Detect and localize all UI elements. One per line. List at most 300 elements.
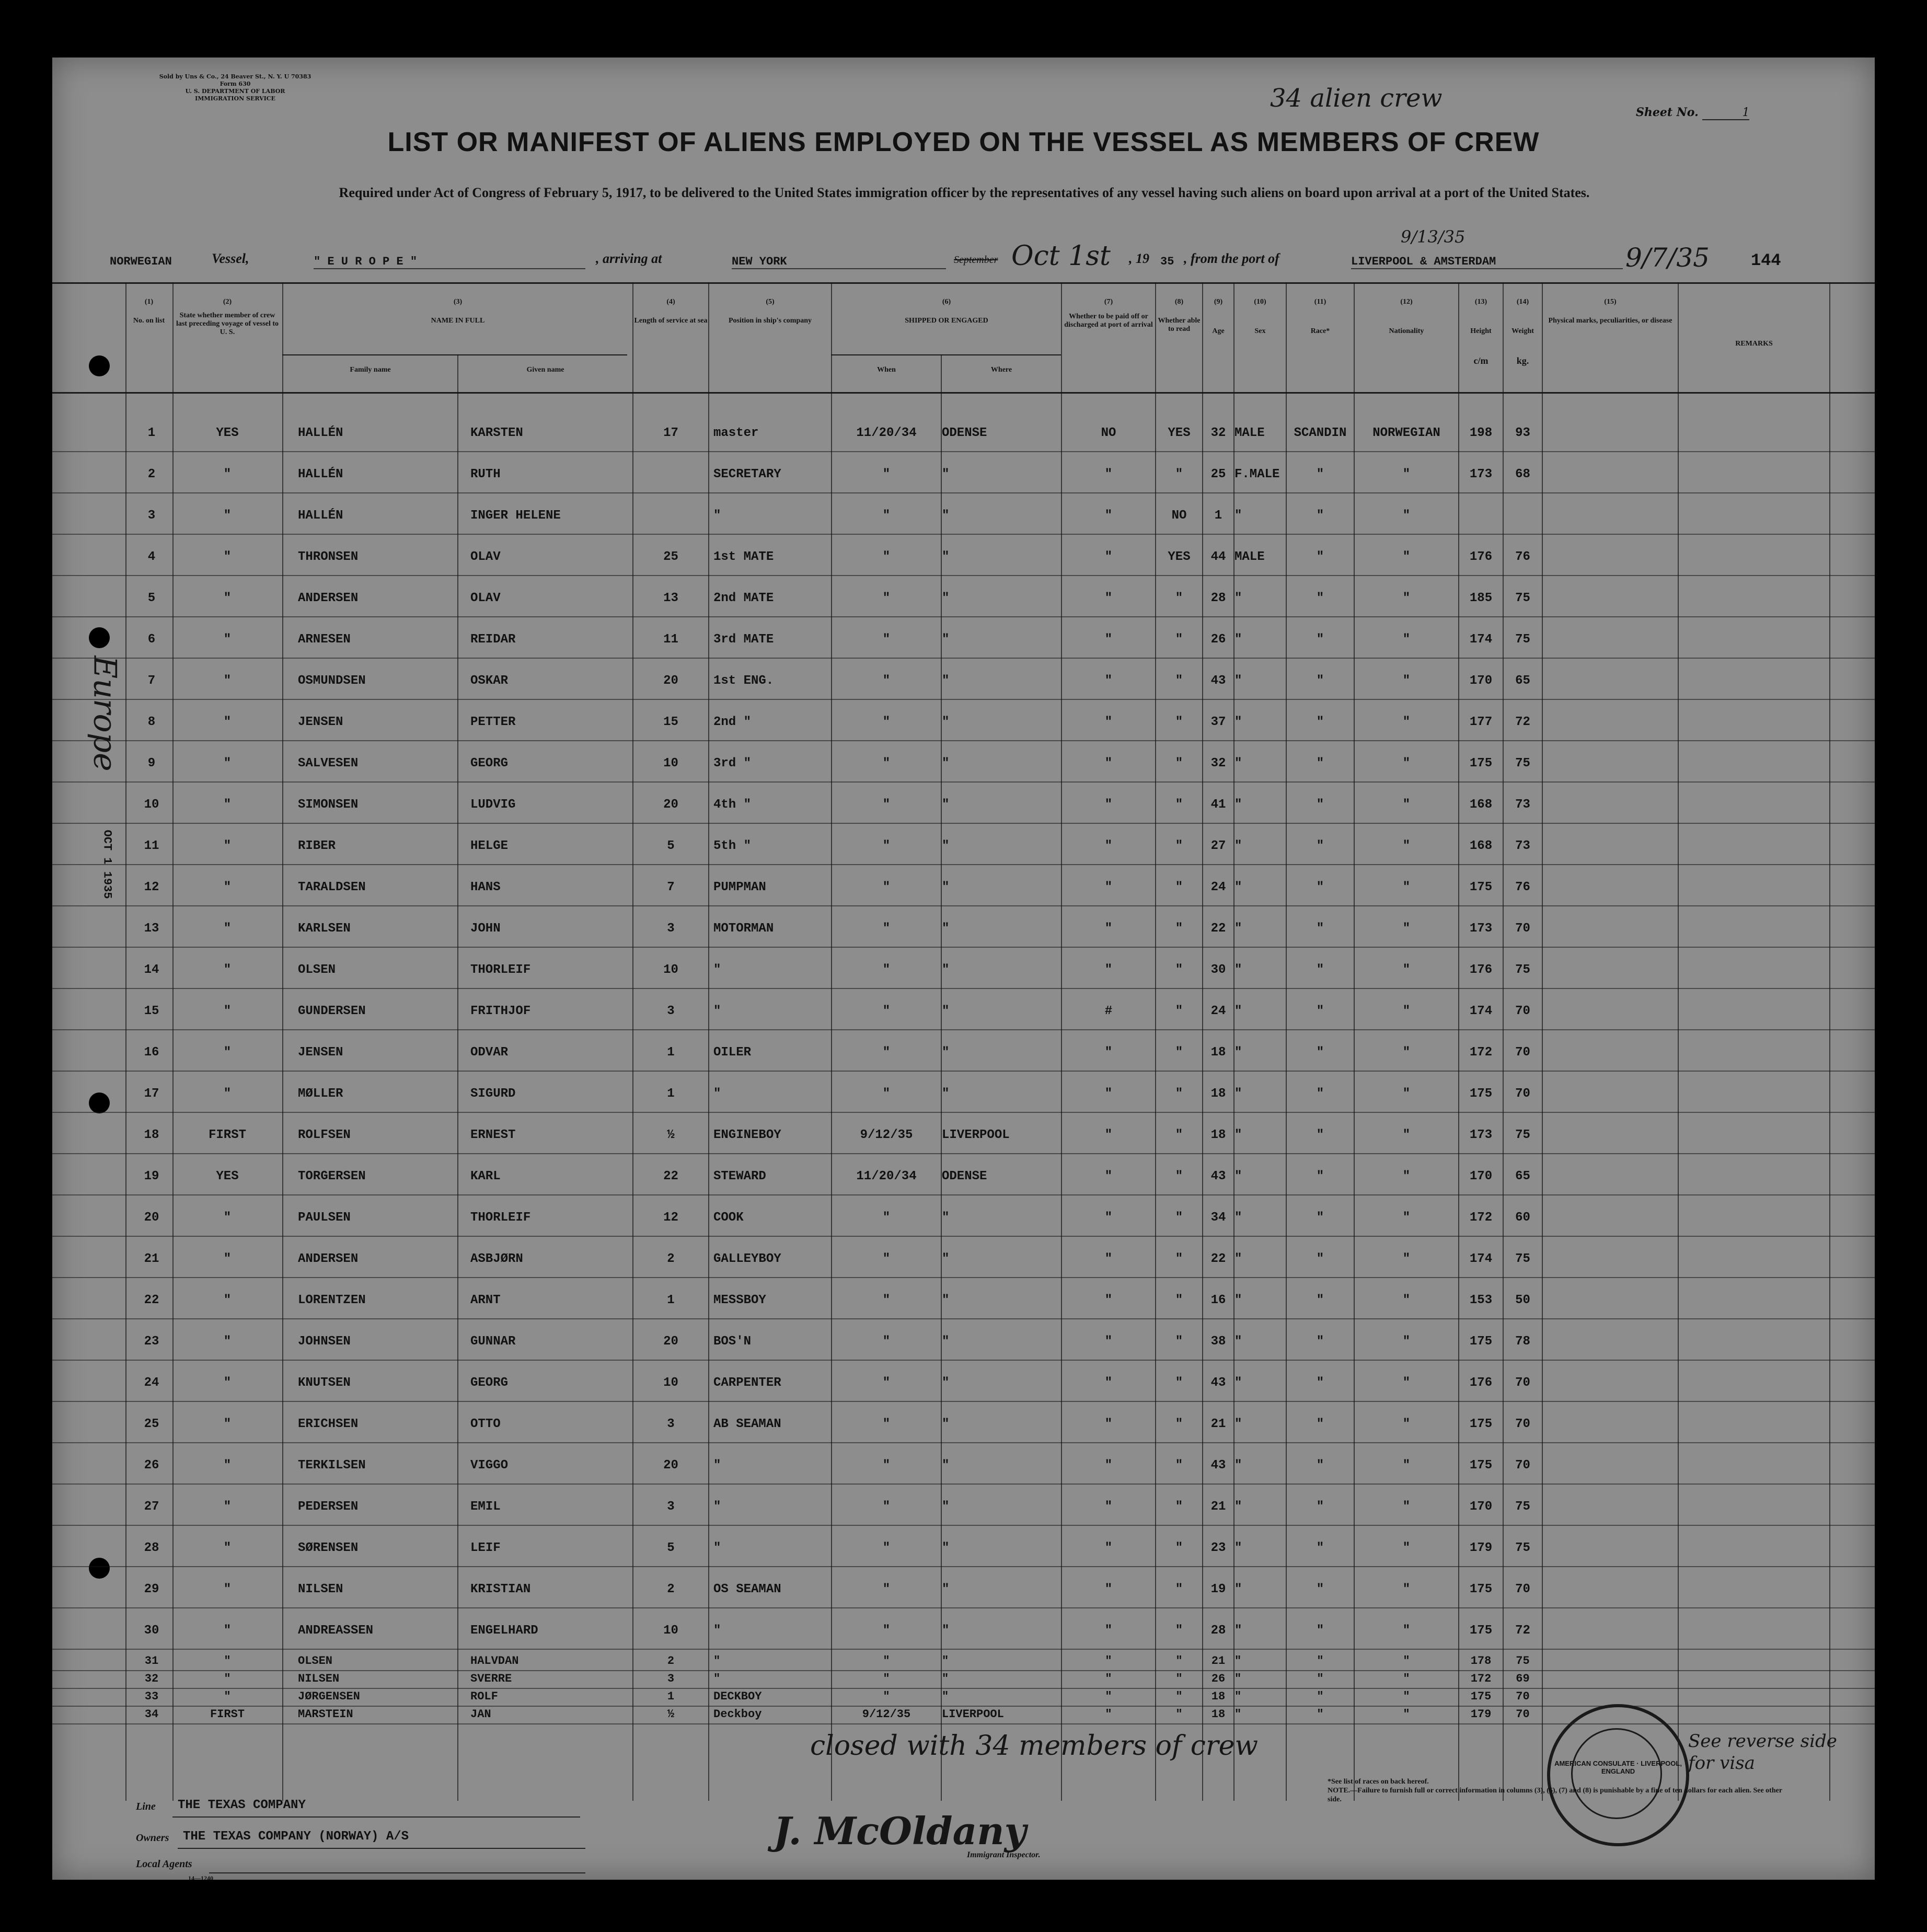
cell-where: LIVERPOOL	[942, 1708, 1004, 1721]
cell-pos: PUMPMAN	[713, 880, 766, 894]
cell-paid: "	[1104, 509, 1113, 523]
cell-w: 76	[1515, 880, 1530, 894]
cell-pos: "	[713, 1654, 721, 1668]
cell-sex: "	[1234, 591, 1242, 605]
cell-given: ROLF	[470, 1690, 498, 1703]
cell-h: 175	[1469, 756, 1493, 770]
cell-sex: F.MALE	[1234, 467, 1280, 481]
cell-svc: 20	[663, 798, 678, 812]
cell-read: "	[1175, 467, 1183, 481]
row-rule	[52, 1112, 1875, 1113]
column-header-name	[283, 298, 632, 325]
cell-race: "	[1316, 1500, 1324, 1514]
cell-read: "	[1175, 1169, 1183, 1183]
cell-race: "	[1317, 1672, 1324, 1685]
cell-prev: "	[223, 467, 232, 481]
cell-pos: "	[713, 963, 721, 977]
cell-h: 176	[1469, 963, 1493, 977]
cell-w: 70	[1515, 1087, 1530, 1101]
table-row	[52, 1004, 1875, 1045]
cell-h: 174	[1469, 1004, 1493, 1018]
cell-h: 172	[1469, 1211, 1493, 1225]
row-rule	[52, 740, 1875, 741]
cell-age: 43	[1210, 1376, 1226, 1390]
cell-age: 25	[1210, 467, 1226, 481]
column-header-position	[709, 298, 831, 325]
cell-prev: "	[223, 839, 232, 853]
row-rule	[52, 1525, 1875, 1526]
table-row	[52, 756, 1875, 798]
cell-when: "	[882, 1500, 891, 1514]
cell-family: OLSEN	[298, 1654, 333, 1668]
cell-nat: "	[1402, 674, 1411, 688]
cell-paid: "	[1104, 1500, 1113, 1514]
cell-prev: "	[223, 1458, 232, 1473]
cell-paid: "	[1104, 1335, 1113, 1349]
cell-age: 32	[1210, 756, 1226, 770]
cell-nat: "	[1402, 1417, 1411, 1431]
cell-family: ROLFSEN	[298, 1128, 351, 1142]
column-header-family-name: Family name	[350, 366, 391, 374]
cell-svc: 3	[667, 1417, 675, 1431]
cell-pos: STEWARD	[713, 1169, 766, 1183]
cell-race: "	[1316, 1087, 1324, 1101]
row-rule	[52, 823, 1875, 824]
cell-w: 70	[1515, 1376, 1530, 1390]
cell-age: 21	[1210, 1500, 1226, 1514]
cell-no: 17	[144, 1087, 159, 1101]
cell-read: YES	[1168, 550, 1191, 564]
cell-prev: "	[223, 674, 232, 688]
cell-nat: "	[1402, 798, 1411, 812]
line-label: Line	[136, 1801, 156, 1812]
cell-w: 75	[1515, 1252, 1530, 1266]
cell-w: 68	[1515, 467, 1530, 481]
column-unit: c/m	[1473, 355, 1488, 366]
cell-h: 172	[1469, 1045, 1493, 1060]
cell-where: "	[942, 839, 950, 853]
cell-pos: "	[713, 1500, 721, 1514]
cell-when: "	[882, 550, 891, 564]
cell-no: 15	[144, 1004, 159, 1018]
cell-family: ANDERSEN	[298, 591, 359, 605]
cell-svc: 1	[667, 1045, 675, 1060]
cell-given: ENGELHARD	[470, 1624, 538, 1638]
cell-race: "	[1316, 550, 1324, 564]
cell-no: 4	[147, 550, 156, 564]
cell-no: 13	[144, 922, 159, 936]
cell-where: "	[942, 1500, 950, 1514]
table-top-rule	[52, 282, 1875, 284]
row-rule	[52, 988, 1875, 989]
cell-where: "	[942, 1004, 950, 1018]
cell-race: "	[1316, 922, 1324, 936]
page-title: LIST OR MANIFEST OF ALIENS EMPLOYED ON THE VESSEL AS MEMBERS OF CREW	[387, 127, 1540, 157]
cell-pos: 4th "	[713, 798, 752, 812]
column-header-no	[125, 298, 172, 325]
cell-given: JAN	[470, 1708, 491, 1721]
cell-where: "	[942, 1582, 950, 1596]
cell-pos: ENGINEBOY	[713, 1128, 781, 1142]
cell-age: 30	[1210, 963, 1226, 977]
cell-pos: "	[713, 1624, 721, 1638]
cell-family: KARLSEN	[298, 922, 351, 936]
column-number: (7)	[1104, 298, 1113, 306]
sheet-number-value: 1	[1702, 106, 1749, 120]
cell-where: "	[942, 674, 950, 688]
table-row	[52, 1045, 1875, 1087]
cell-race: "	[1316, 1624, 1324, 1638]
cell-h: 170	[1469, 1169, 1493, 1183]
cell-prev: "	[223, 632, 232, 647]
cell-no: 31	[144, 1654, 159, 1668]
cell-age: 24	[1210, 880, 1226, 894]
cell-family: PEDERSEN	[298, 1500, 359, 1514]
cell-given: LUDVIG	[470, 798, 516, 812]
cell-given: HELGE	[470, 839, 509, 853]
table-row	[52, 1128, 1875, 1169]
column-unit: kg.	[1516, 355, 1529, 366]
cell-when: "	[882, 1582, 891, 1596]
cell-when: "	[882, 715, 891, 729]
cell-prev: "	[224, 1690, 231, 1703]
cell-no: 8	[147, 715, 156, 729]
cell-when: "	[882, 1417, 891, 1431]
table-row	[52, 880, 1875, 922]
cell-read: "	[1175, 756, 1183, 770]
cell-pos: "	[713, 1458, 721, 1473]
row-rule	[52, 781, 1875, 783]
cell-w: 60	[1515, 1211, 1530, 1225]
cell-h: 178	[1470, 1654, 1492, 1668]
cell-read: "	[1175, 1690, 1183, 1703]
vessel-name: " E U R O P E "	[314, 255, 585, 269]
cell-no: 6	[147, 632, 156, 647]
cell-when: "	[882, 1376, 891, 1390]
cell-no: 32	[144, 1672, 159, 1685]
cell-when: 9/12/35	[860, 1128, 913, 1142]
cell-race: "	[1316, 1045, 1324, 1060]
cell-h: 174	[1469, 1252, 1493, 1266]
table-row	[52, 632, 1875, 674]
footer-notes	[1328, 1777, 1787, 1804]
vessel-flag: NORWEGIAN	[110, 255, 172, 268]
cell-no: 2	[147, 467, 156, 481]
inspector-caption: Immigrant Inspector.	[967, 1850, 1041, 1859]
cell-svc: 10	[663, 1376, 678, 1390]
cell-pos: MOTORMAN	[713, 922, 774, 936]
cell-when: "	[882, 509, 891, 523]
handwritten-date: 9/7/35	[1625, 243, 1710, 273]
cell-pos: "	[713, 1087, 721, 1101]
cell-prev: "	[223, 798, 232, 812]
column-header-service	[633, 298, 708, 325]
cell-family: PAULSEN	[298, 1211, 351, 1225]
cell-nat: "	[1402, 1376, 1411, 1390]
name-subheader-rule	[282, 354, 627, 355]
cell-when: 9/12/35	[862, 1708, 911, 1721]
cell-family: LORENTZEN	[298, 1293, 366, 1307]
cell-prev: "	[223, 1293, 232, 1307]
cell-when: "	[882, 1004, 891, 1018]
cell-h: 175	[1470, 1690, 1492, 1703]
cell-age: 43	[1210, 1169, 1226, 1183]
cell-no: 30	[144, 1624, 159, 1638]
cell-where: "	[942, 1335, 950, 1349]
cell-pos: MESSBOY	[713, 1293, 766, 1307]
cell-sex: "	[1234, 1690, 1242, 1703]
cell-where: "	[942, 1045, 950, 1060]
arriving-label: , arriving at	[596, 251, 662, 266]
handwritten-date: 9/13/35	[1401, 227, 1466, 247]
cell-svc: 10	[663, 963, 678, 977]
cell-read: "	[1175, 1211, 1183, 1225]
cell-race: "	[1316, 509, 1324, 523]
row-rule	[52, 1607, 1875, 1608]
cell-family: HALLÉN	[298, 509, 343, 523]
cell-no: 27	[144, 1500, 159, 1514]
cell-read: "	[1175, 1708, 1183, 1721]
line-underline	[172, 1816, 580, 1818]
row-rule	[52, 451, 1875, 452]
vessel-label: Vessel,	[212, 251, 249, 266]
cell-w: 76	[1515, 550, 1530, 564]
cell-race: "	[1317, 1708, 1324, 1721]
cell-where: "	[942, 509, 950, 523]
cell-prev: "	[224, 1672, 231, 1685]
cell-age: 28	[1210, 591, 1226, 605]
cell-nat: "	[1402, 1169, 1411, 1183]
cell-no: 7	[147, 674, 156, 688]
cell-svc: 11	[663, 632, 678, 647]
cell-when: "	[882, 798, 891, 812]
cell-when: "	[882, 1458, 891, 1473]
cell-when: "	[882, 632, 891, 647]
cell-prev: "	[223, 1004, 232, 1018]
cell-read: "	[1175, 591, 1183, 605]
row-rule	[52, 575, 1875, 576]
cell-when: "	[882, 674, 891, 688]
cell-w: 75	[1515, 1500, 1530, 1514]
cell-race: "	[1316, 963, 1324, 977]
column-number: (5)	[766, 298, 775, 306]
cell-pos: SECRETARY	[713, 467, 781, 481]
column-title: No. on list	[133, 317, 165, 325]
cell-sex: "	[1234, 1045, 1242, 1060]
cell-svc: ½	[667, 1708, 675, 1721]
column-title: Position in ship's company	[728, 317, 812, 325]
cell-given: SVERRE	[470, 1672, 512, 1685]
cell-sex: "	[1234, 963, 1242, 977]
cell-sex: "	[1234, 1293, 1242, 1307]
cell-family: JENSEN	[298, 715, 343, 729]
cell-sex: "	[1234, 715, 1242, 729]
cell-sex: "	[1234, 632, 1242, 647]
table-row	[52, 922, 1875, 963]
cell-age: 21	[1211, 1654, 1226, 1668]
cell-where: ODENSE	[942, 1169, 987, 1183]
cell-age: 27	[1210, 839, 1226, 853]
cell-svc: 2	[667, 1582, 675, 1596]
cell-paid: "	[1105, 1708, 1112, 1721]
cell-family: MØLLER	[298, 1087, 343, 1101]
cell-read: "	[1175, 632, 1183, 647]
cell-w: 70	[1516, 1690, 1530, 1703]
cell-no: 12	[144, 880, 159, 894]
table-row	[52, 550, 1875, 591]
cell-when: "	[882, 756, 891, 770]
cell-read: "	[1175, 1087, 1183, 1101]
cell-h: 175	[1469, 1335, 1493, 1349]
cell-paid: "	[1105, 1654, 1112, 1668]
row-rule	[52, 1649, 1875, 1650]
cell-given: ASBJØRN	[470, 1252, 523, 1266]
cell-pos: Deckboy	[713, 1708, 762, 1721]
cell-sex: "	[1234, 1335, 1242, 1349]
cell-w: 69	[1516, 1672, 1530, 1685]
column-title: Height	[1470, 327, 1492, 335]
column-title: Whether able to read	[1158, 317, 1201, 333]
cell-family: SIMONSEN	[298, 798, 359, 812]
cell-no: 11	[144, 839, 159, 853]
cell-race: "	[1316, 1252, 1324, 1266]
cell-svc: 20	[663, 674, 678, 688]
agents-label: Local Agents	[136, 1858, 192, 1870]
cell-given: GEORG	[470, 756, 509, 770]
cell-svc: 7	[667, 880, 675, 894]
cell-nat: "	[1402, 1128, 1411, 1142]
cell-h: 175	[1469, 1624, 1493, 1638]
row-rule	[52, 1277, 1875, 1278]
cell-nat: "	[1402, 963, 1411, 977]
cell-prev: "	[223, 1582, 232, 1596]
sheet-number	[1636, 106, 1749, 120]
cell-given: ARNT	[470, 1293, 501, 1307]
cell-svc: 20	[663, 1458, 678, 1473]
closing-note: closed with 34 members of crew	[810, 1730, 1258, 1762]
cell-family: OSMUNDSEN	[298, 674, 366, 688]
side-handwriting: Europe	[86, 656, 123, 772]
cell-no: 29	[144, 1582, 159, 1596]
cell-sex: "	[1234, 756, 1242, 770]
cell-read: "	[1175, 1458, 1183, 1473]
column-header-nationality	[1355, 298, 1458, 336]
column-header-remarks: REMARKS	[1735, 340, 1773, 348]
cell-prev: "	[223, 1335, 232, 1349]
cell-sex: MALE	[1234, 550, 1265, 564]
cell-age: 43	[1210, 1458, 1226, 1473]
cell-prev: "	[223, 922, 232, 936]
visa-note: See reverse side for visa	[1688, 1731, 1837, 1774]
cell-svc: 3	[667, 1672, 675, 1685]
cell-w: 70	[1515, 1582, 1530, 1596]
cell-given: ERNEST	[470, 1128, 516, 1142]
cell-age: 24	[1210, 1004, 1226, 1018]
cell-pos: 2nd MATE	[713, 591, 774, 605]
cell-sex: "	[1234, 1376, 1242, 1390]
cell-pos: OILER	[713, 1045, 752, 1060]
cell-where: "	[942, 1458, 950, 1473]
cell-paid: "	[1105, 1690, 1112, 1703]
cell-nat: "	[1402, 509, 1411, 523]
cell-h: 168	[1469, 798, 1493, 812]
cell-given: VIGGO	[470, 1458, 509, 1473]
arrival-port: NEW YORK	[732, 255, 946, 269]
column-title: Race*	[1310, 327, 1330, 335]
cell-given: OLAV	[470, 591, 501, 605]
cell-age: 16	[1210, 1293, 1226, 1307]
cell-when: "	[882, 467, 891, 481]
cell-paid: "	[1104, 674, 1113, 688]
sheet-number-label: Sheet No.	[1636, 106, 1699, 119]
row-rule	[52, 947, 1875, 948]
cell-prev: YES	[216, 426, 239, 440]
cell-h: 175	[1469, 1458, 1493, 1473]
column-number: (15)	[1604, 298, 1617, 306]
cell-h: 175	[1469, 1582, 1493, 1596]
cell-paid: "	[1104, 798, 1113, 812]
column-title: Age	[1212, 327, 1225, 335]
table-row	[52, 715, 1875, 756]
cell-w: 70	[1515, 1045, 1530, 1060]
table-row	[52, 963, 1875, 1004]
cell-family: JØRGENSEN	[298, 1690, 360, 1703]
cell-paid: "	[1105, 1672, 1112, 1685]
cell-when: "	[882, 922, 891, 936]
cell-given: OSKAR	[470, 674, 509, 688]
form-code: 14—1240	[188, 1874, 213, 1880]
cell-h: 168	[1469, 839, 1493, 853]
cell-sex: "	[1234, 1417, 1242, 1431]
form-imprint	[89, 73, 382, 102]
cell-pos: "	[713, 1004, 721, 1018]
cell-paid: #	[1104, 1004, 1113, 1018]
cell-read: "	[1175, 1582, 1183, 1596]
cell-given: REIDAR	[470, 632, 516, 647]
cell-age: 34	[1210, 1211, 1226, 1225]
cell-family: TERKILSEN	[298, 1458, 366, 1473]
table-row	[52, 1690, 1875, 1708]
cell-read: "	[1175, 715, 1183, 729]
cell-w: 73	[1515, 798, 1530, 812]
cell-nat: "	[1402, 467, 1411, 481]
cell-w: 78	[1515, 1335, 1530, 1349]
cell-family: HALLÉN	[298, 467, 343, 481]
cell-age: 44	[1210, 550, 1226, 564]
cell-when: "	[883, 1672, 890, 1685]
column-header-sex	[1234, 298, 1286, 336]
row-rule	[52, 1566, 1875, 1567]
cell-nat: "	[1403, 1654, 1410, 1668]
column-number: (3)	[453, 298, 463, 306]
cell-given: PETTER	[470, 715, 516, 729]
cell-where: "	[942, 798, 950, 812]
owners-value: THE TEXAS COMPANY (NORWAY) A/S	[183, 1830, 409, 1844]
cell-w: 72	[1515, 1624, 1530, 1638]
column-header-shipped	[832, 298, 1061, 325]
cell-prev: FIRST	[210, 1708, 245, 1721]
table-row	[52, 1293, 1875, 1335]
column-title: Whether to be paid off or discharged at port of arrival	[1064, 313, 1153, 329]
table-row	[52, 674, 1875, 715]
cell-nat: "	[1402, 922, 1411, 936]
cell-prev: YES	[216, 1169, 239, 1183]
cell-read: "	[1175, 1654, 1183, 1668]
cell-no: 22	[144, 1293, 159, 1307]
cell-when: "	[882, 1293, 891, 1307]
cell-age: 41	[1210, 798, 1226, 812]
table-row	[52, 1500, 1875, 1541]
